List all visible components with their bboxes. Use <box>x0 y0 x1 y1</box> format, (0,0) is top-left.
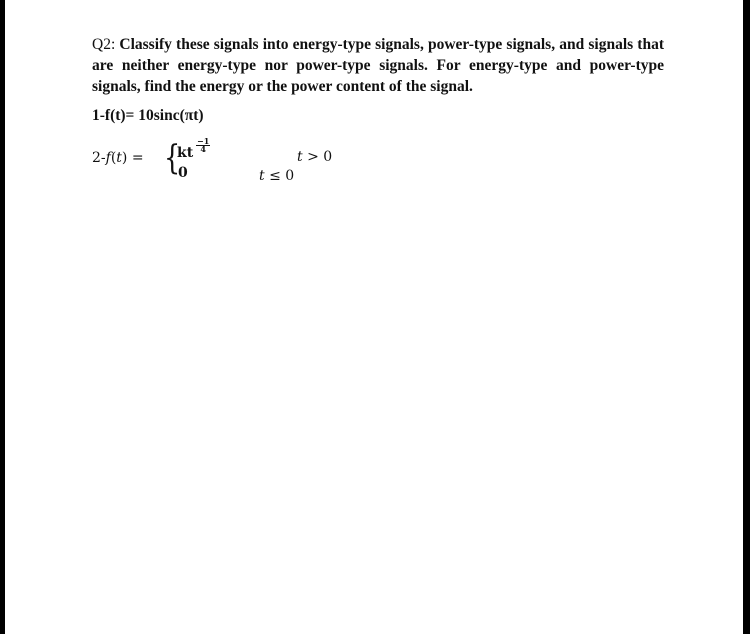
question-number: Q2: <box>92 36 116 53</box>
question-body: Classify these signals into energy-type signals, power-type signals, and signals that are neither energy-type nor power-type signals. For energy-type and power-type signals, find the energy or the power content of the signal. <box>92 36 664 95</box>
question-text <box>92 34 664 97</box>
case-1-condition: 𝑡 > 0 <box>297 149 333 165</box>
case-2-condition: 𝑡 ≤ 0 <box>259 168 295 184</box>
piecewise-brace: { <box>164 138 181 178</box>
case-1-exponent <box>196 138 210 153</box>
signal-1: 1-f(t)= 10sinc(πt) <box>92 107 204 124</box>
document-page <box>5 0 743 634</box>
case-2-expression: 0 <box>178 165 188 181</box>
exponent-denominator: 4 <box>200 144 206 154</box>
signal-2-lhs: 2-𝑓(𝑡) = <box>92 150 144 166</box>
exponent-numerator: −1 <box>197 136 210 146</box>
signal-2 <box>92 138 392 188</box>
case-1-expression: kt <box>177 145 194 161</box>
